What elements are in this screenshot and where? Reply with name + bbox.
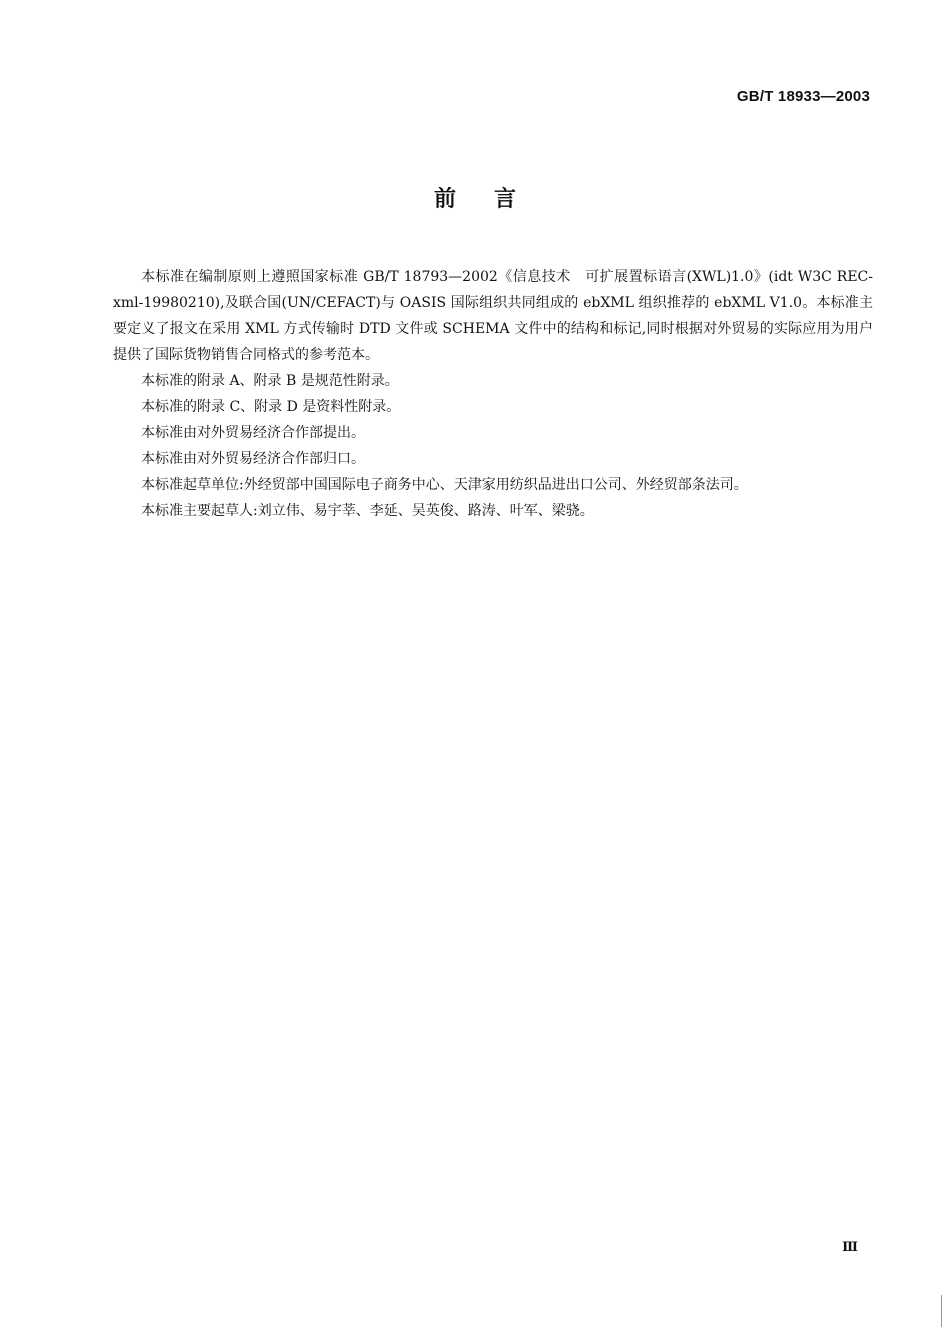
foreword-paragraph-proposed-by: 本标准由对外贸易经济合作部提出。	[141, 425, 365, 441]
standard-code: GB/T 18933—2003	[736, 88, 870, 105]
page-title	[0, 182, 950, 213]
foreword-paragraph-informative-annex: 本标准的附录 C、附录 D 是资料性附录。	[141, 399, 401, 415]
foreword-paragraph-drafting-units: 本标准起草单位:外经贸部中国国际电子商务中心、天津家用纺织品进出口公司、外经贸部条法司。	[141, 477, 748, 493]
foreword-paragraph-intro: 本标准在编制原则上遵照国家标准 GB/T 18793—2002《信息技术 可扩展置标语言(XWL)1.0》(idt W3C REC-xml-19980210),及联合国(UN/CEFACT)与 OASIS 国际组织共同组成的 ebXML 组织推荐的 ebXML V1.0。本标准主要定义了报文在采用 XML 方式传输时 DTD 文件或 SCHEMA 文件中的结构和标记,同时根据对外贸易的实际应用为用户提供了国际货物销售合同格式的参考范本。	[113, 269, 873, 363]
foreword-paragraph-normative-annex: 本标准的附录 A、附录 B 是规范性附录。	[141, 373, 399, 389]
foreword-body	[113, 264, 873, 524]
scan-edge-mark	[941, 1295, 942, 1327]
page-number: Ⅲ	[842, 1240, 858, 1255]
title-char: 言	[494, 187, 517, 212]
foreword-paragraph-drafters: 本标准主要起草人:刘立伟、易宇莘、李延、吴英俊、路涛、叶军、梁骁。	[141, 503, 594, 519]
foreword-paragraph-administered-by: 本标准由对外贸易经济合作部归口。	[141, 451, 365, 467]
title-char: 前	[433, 187, 456, 212]
